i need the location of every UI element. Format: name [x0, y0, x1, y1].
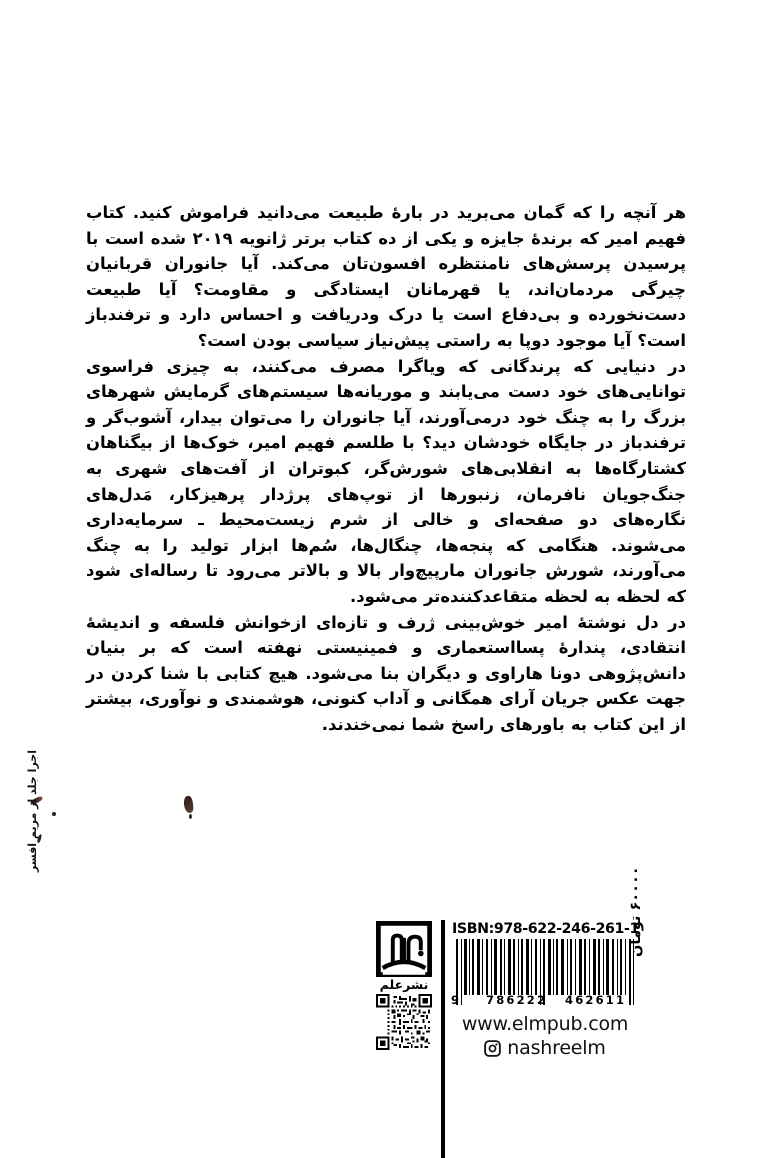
ink-speck-icon: [183, 796, 194, 814]
publisher-website[interactable]: www.elmpub.com: [461, 1013, 629, 1035]
footer-zone: [0, 866, 768, 1158]
blurb-paragraph-3: در دل نوشتۀ امیر خوش‌بینی ژرف و تازه‌ای ازخوانش فلسفه و اندیشۀ انتقادی، پندارۀ پسااستعماری و فمینیستی نهفته است که بر بنیان دانش‌پژوهی دونا هاراوی و دیگران بنا می‌شود. هیچ کتابی با شنا کردن در جهت عکس جریان آرای همگانی و آداب کنونی، هوشمندی و نوآوری، بیشتر از این کتاب به باورهای راسخ شما نمی‌خندند.: [86, 612, 686, 734]
blurb-paragraph-2: در دنیایی که پرندگانی که ویاگرا مصرف می‌کنند، به چیزی فراسوی توانایی‌های خود دست می‌یابند و موریانه‌ها سیستم‌های گرمایش شهرهای بزرگ را به چنگ خود درمی‌آورند، آیا جانوران را می‌توان بیدار، آشوب‌گر و ترفندباز در جایگاه خودشان دید؟ با طلسم فهیم امیر، خوک‌ها از بیگناهان کشتارگاه‌ها به انقلابی‌های شورش‌گر، کبوتران از آفت‌های شهری به جنگ‌جویان نافرمان، زنبورها از توپ‌های پرژدار پرهیزکار، مَدل‌های نگاره‌های دو صفحه‌ای و خالی از شرم زیست‌محیط ـ سرمایه‌داری می‌شوند. هنگامی که پنجه‌ها، چنگال‌ها، سُم‌ها ابزار تولید را به چنگ می‌آورند، شورش جانوران مارپیچ‌وار بالا و بالاتر می‌رود تا رساله‌ای شود که لحظه به لحظه متقاعدکننده‌تر می‌شود.: [86, 356, 686, 606]
publisher-name: نشرعلم: [379, 977, 429, 992]
blurb-text-block: [86, 200, 686, 737]
price-label: ۶۰۰۰۰ تومان: [628, 866, 644, 957]
barcode-digit-right: 462611: [565, 993, 627, 1007]
nashr-elm-logo-icon: [376, 921, 432, 977]
cover-credit-label: اجرا جلد از مریم افسر: [26, 750, 39, 872]
blurb-paragraph-1: هر آنچه را که گمان می‌برید در بارۀ طبیعت می‌دانید فراموش کنید. کتاب فهیم امیر که برندۀ جایزه و یکی از ده کتاب برتر ژانویه ۲۰۱۹ شده است با پرسیدن پرسش‌های نامنتظره افسون‌تان می‌کند. آیا جانوران قربانیان چیرگی مردمان‌اند، یا قهرمانان ایستادگی و مقاومت؟ آیا طبیعت دست‌نخورده و بی‌دفاع است یا درک ودریافت و احساس دارد و ترفندباز است؟ آیا موجود دوپا به راستی پیش‌نیاز سیاسی بودن است؟: [86, 203, 686, 350]
isbn-barcode: [452, 939, 638, 1005]
instagram-icon[interactable]: [484, 1040, 501, 1057]
spine-divider-line: [441, 920, 445, 1158]
ink-speck-icon: [52, 812, 56, 816]
barcode-digit-left: 9: [451, 993, 460, 1007]
ink-speck-icon: [189, 814, 192, 819]
publisher-column: [370, 921, 438, 1050]
barcode-digits: [452, 993, 638, 1006]
social-handle[interactable]: nashreelm: [507, 1037, 606, 1059]
isbn-column: [452, 921, 638, 1059]
social-row[interactable]: [452, 1037, 638, 1059]
isbn-label: ISBN:978-622-246-261-1: [452, 921, 639, 937]
barcode-digit-mid: 786222: [486, 993, 548, 1007]
publisher-qr-code-icon[interactable]: [376, 994, 432, 1050]
